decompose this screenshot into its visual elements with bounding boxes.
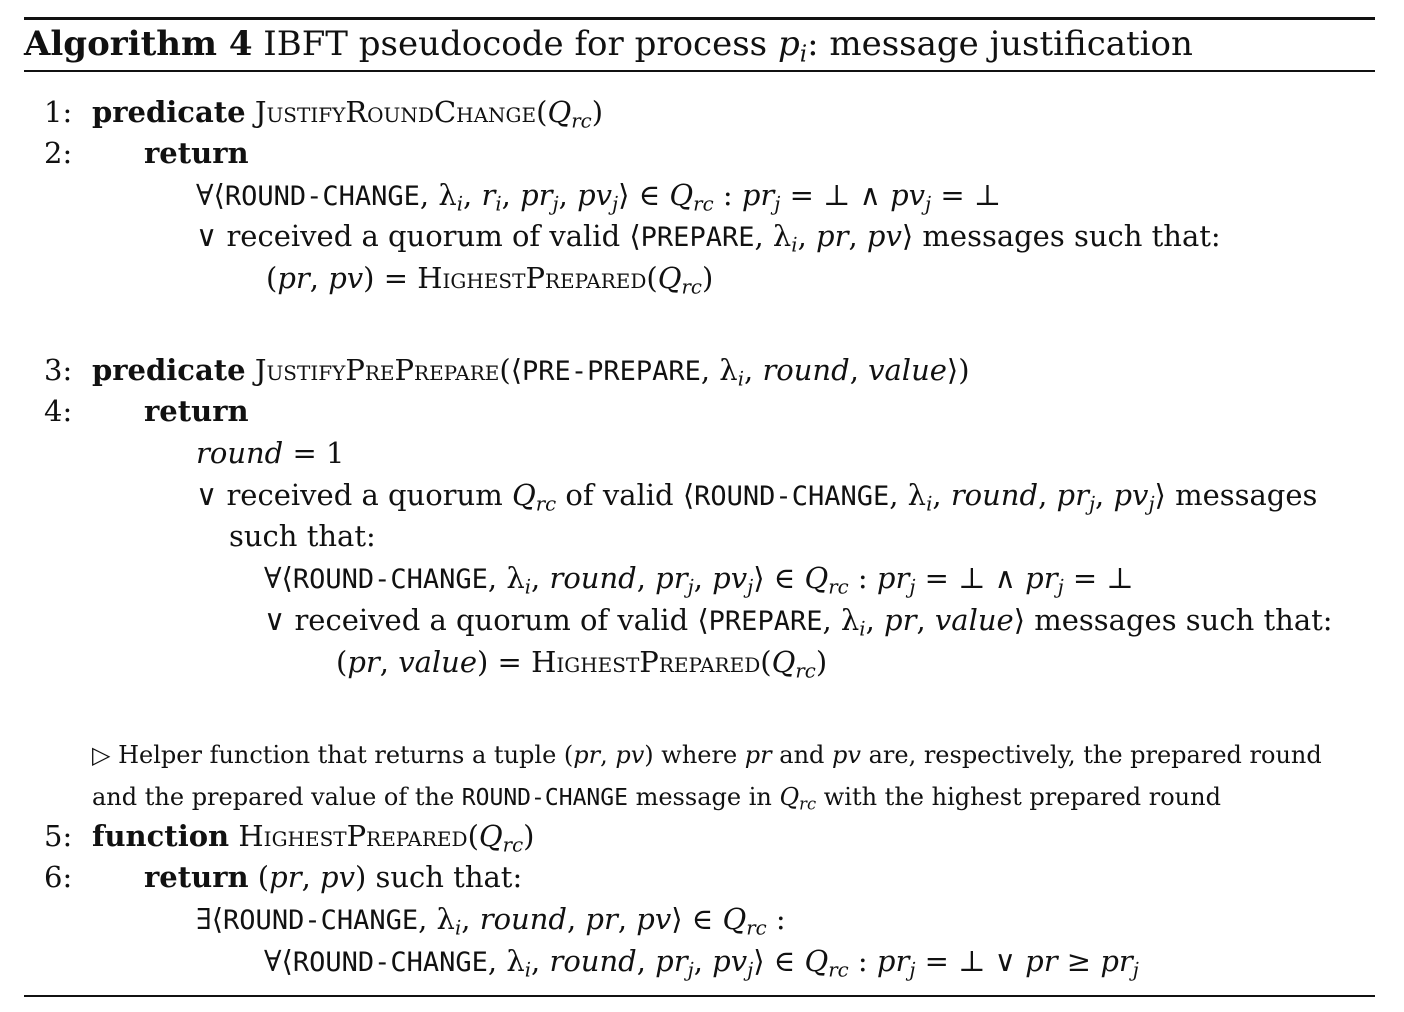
algorithm-caption (24, 22, 1193, 66)
algorithm-line: function $HighestPrepared(Q_{rc})$ (92, 819, 535, 857)
top-rule (24, 17, 1375, 20)
algorithm-line: ∀⟨ROUND-CHANGE, $\lambda_i$, round, $pr_j$, $pv_j⟩$ ∈ $Q_{rc}$ : $pr_j$ = ⊥ ∨ pr ≥ $pr_j$ (264, 944, 1139, 982)
algorithm-line: ∨ received a quorum $Q_{rc}$ of valid ⟨ROUND-CHANGE, $\lambda_i$, round, $pr_j$, $pv_j⟩$ messages (196, 478, 1318, 516)
algorithm-line: ∃⟨ROUND-CHANGE, $\lambda_i$, round, pr, pv⟩ ∈ $Q_{rc}$ : (196, 902, 786, 940)
algorithm-line: return (144, 136, 249, 170)
algorithm-line: predicate $JustifyRoundChange(Q_{rc})$ (92, 95, 604, 133)
algorithm-line: ∨ received a quorum of valid ⟨PREPARE, $\lambda_i$, pr, pv⟩ messages such that: (196, 219, 1221, 257)
algorithm-line: return (pr, pv) such that: (144, 860, 523, 894)
line-number: 1: (44, 95, 73, 129)
algorithm-line: (pr, value) = $HighestPrepared(Q_{rc})$ (336, 645, 828, 683)
algorithm-line: round = 1 (196, 436, 345, 470)
caption-text-post: : message justification (807, 24, 1193, 64)
algorithm-line: ∀⟨ROUND-CHANGE, $\lambda_i$, $r_i$, $pr_j$, $pv_j⟩$ ∈ $Q_{rc}$ : $pr_j$ = ⊥ ∧ $pv_j$ = ⊥ (196, 178, 1002, 216)
line-number: 6: (44, 860, 73, 894)
line-number: 2: (44, 136, 73, 170)
line-number: 4: (44, 394, 73, 428)
caption-process-sub: i (799, 41, 808, 68)
bottom-rule (24, 995, 1375, 997)
algorithm-line: ∀⟨ROUND-CHANGE, $\lambda_i$, round, $pr_j$, $pv_j⟩$ ∈ $Q_{rc}$ : $pr_j$ = ⊥ ∧ $pr_j$ = ⊥ (264, 561, 1134, 599)
caption-rule (24, 70, 1375, 72)
helper-comment: ▷ Helper function that returns a tuple (pr, pv) where pr and pv are, respectively, the prepared round (92, 741, 1322, 769)
helper-comment: and the prepared value of the ROUND-CHANGE message in $Q_{rc}$ with the highest prepared round (92, 783, 1221, 814)
algorithm-line: (pr, $pv) = HighestPrepared(Q_{rc})$ (266, 261, 714, 299)
line-number: 5: (44, 819, 73, 853)
line-number: 3: (44, 353, 73, 387)
algorithm-line: such that: (229, 519, 376, 553)
algorithm-line: ∨ received a quorum of valid ⟨PREPARE, $\lambda_i$, pr, value⟩ messages such that: (264, 603, 1333, 641)
caption-text-pre: IBFT pseudocode for process (263, 24, 778, 64)
algorithm-line: return (144, 394, 249, 428)
algorithm-line: predicate JustifyPrePrepare(⟨PRE-PREPARE, $\lambda_i$, round, value⟩) (92, 353, 970, 391)
algorithm-label: Algorithm 4 (24, 24, 253, 64)
caption-process: p (777, 24, 800, 64)
